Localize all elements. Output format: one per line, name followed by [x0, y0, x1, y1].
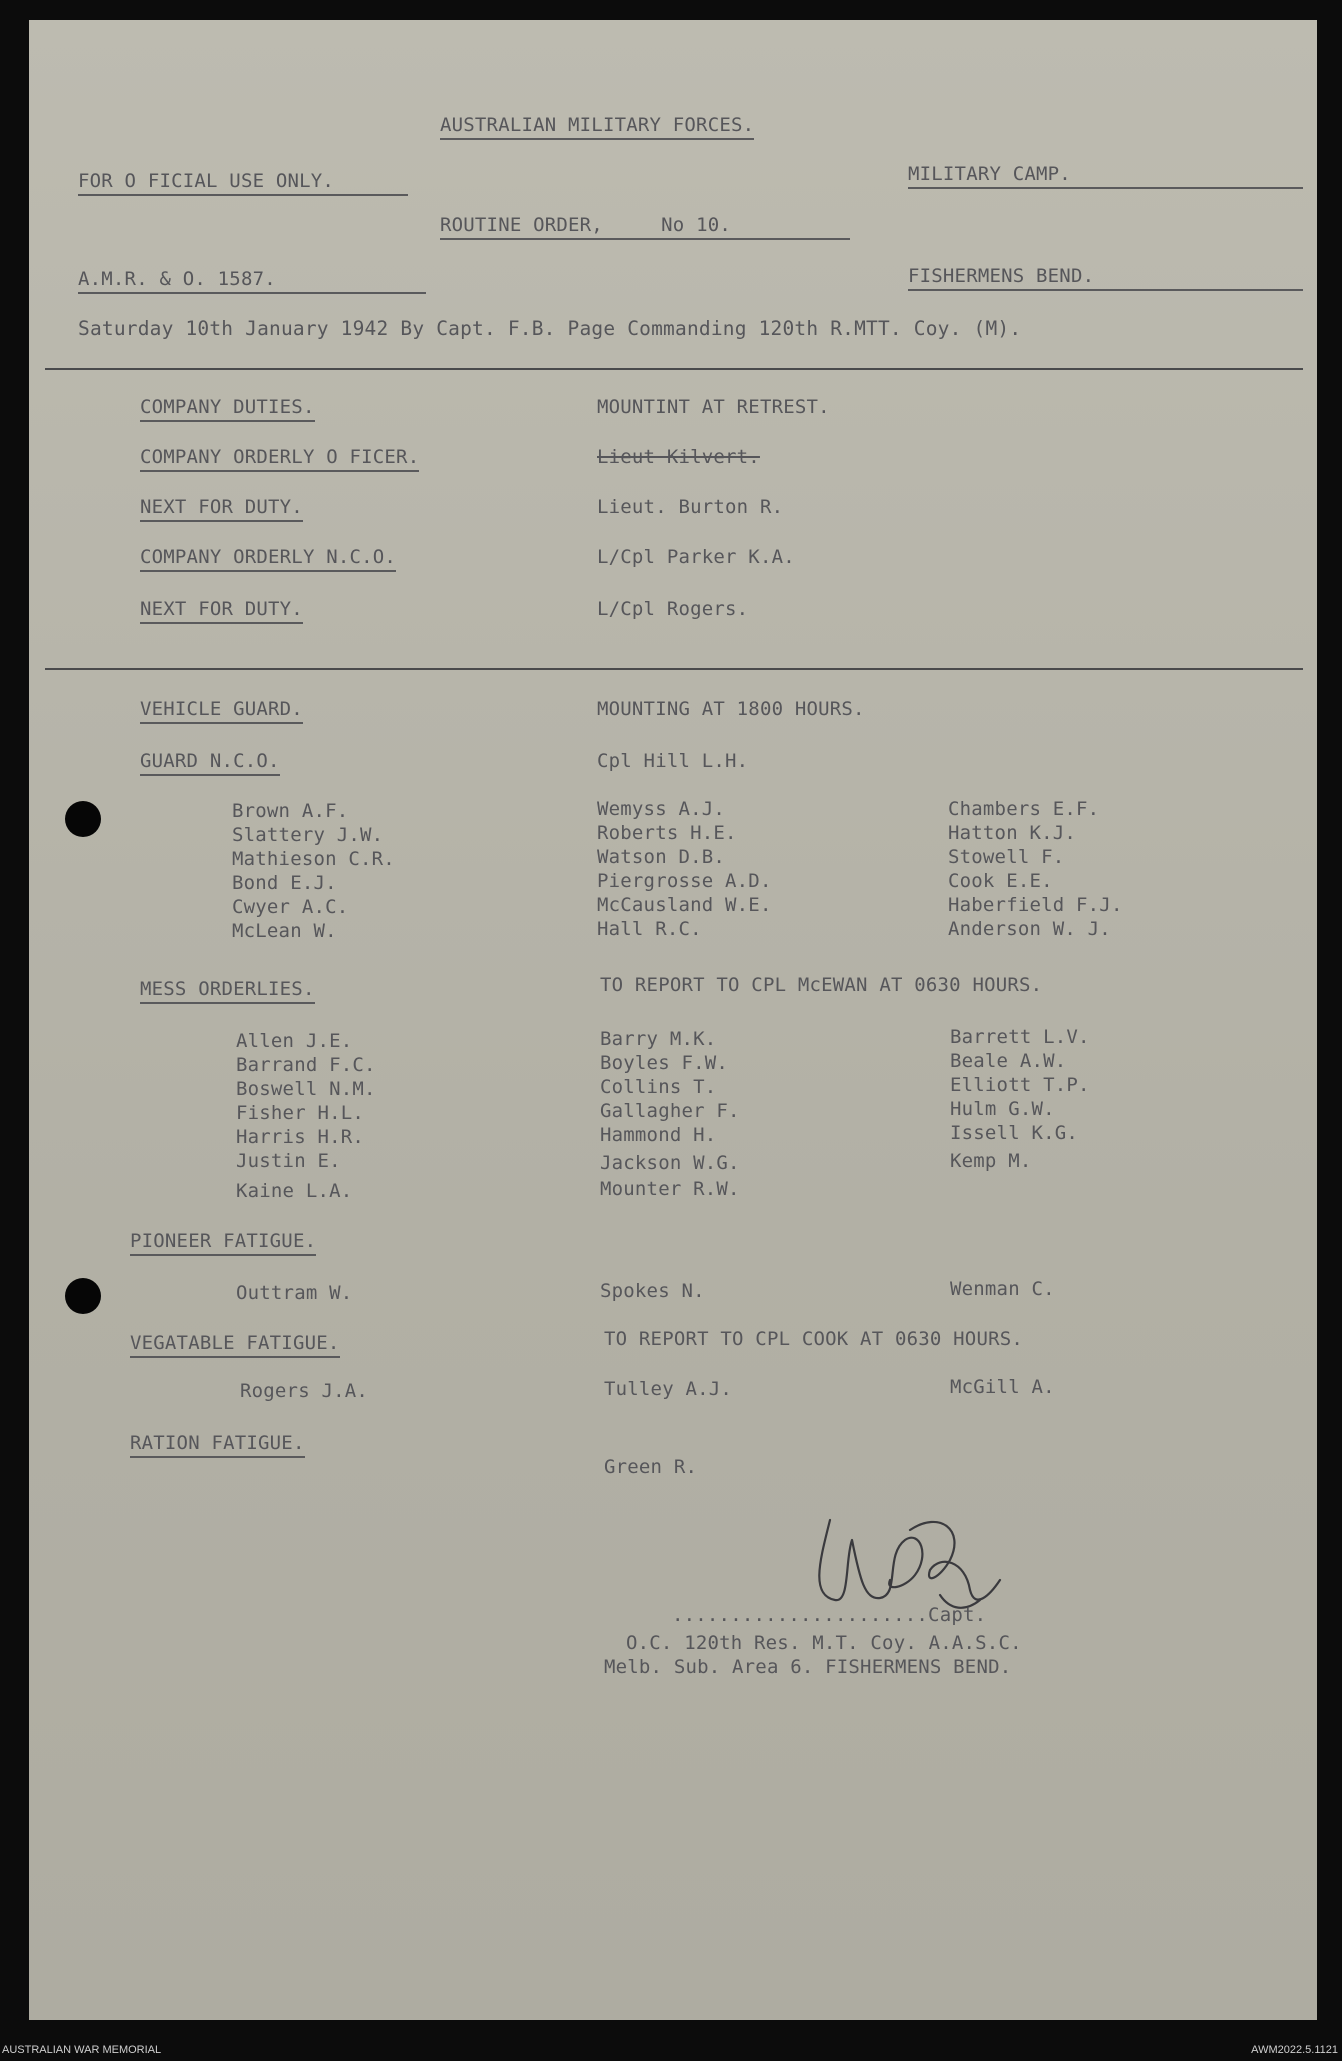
guard-name: Hall R.C.	[597, 918, 702, 940]
mess-name: Hulm G.W.	[950, 1098, 1055, 1120]
divider-2	[45, 668, 1303, 670]
duty-value-2: Lieut. Burton R.	[597, 496, 784, 518]
duty-label-4: NEXT FOR DUTY.	[140, 598, 303, 624]
mess-name: Barrand F.C.	[236, 1054, 376, 1076]
mess-name: Boyles F.W.	[600, 1052, 729, 1074]
guard-name: Watson D.B.	[597, 846, 726, 868]
guard-name: Cook E.E.	[948, 870, 1053, 892]
guard-name: Slattery J.W.	[232, 824, 384, 846]
guard-name: Chambers E.F.	[948, 798, 1100, 820]
mess-name: Hammond H.	[600, 1124, 717, 1146]
duty-value-1: Lieut Kilvert.	[597, 446, 760, 468]
mess-name: Jackson W.G.	[600, 1152, 740, 1174]
guard-name: Piergrosse A.D.	[597, 870, 772, 892]
mess-name: Barry M.K.	[600, 1028, 717, 1050]
mess-orderlies-heading: MESS ORDERLIES.	[140, 978, 315, 1004]
punch-hole-top	[65, 801, 101, 837]
mess-orderlies-value: TO REPORT TO CPL McEWAN AT 0630 HOURS.	[600, 974, 1043, 996]
vegatable-name: McGill A.	[950, 1376, 1055, 1398]
duty-label-2: NEXT FOR DUTY.	[140, 496, 303, 522]
vegatable-name: Rogers J.A.	[240, 1380, 369, 1402]
guard-name: Roberts H.E.	[597, 822, 737, 844]
mess-name: Barrett L.V.	[950, 1026, 1090, 1048]
guard-name: McCausland W.E.	[597, 894, 772, 916]
amr-reference: A.M.R. & O. 1587.	[78, 268, 426, 294]
signature-line-1: O.C. 120th Res. M.T. Coy. A.A.S.C.	[626, 1632, 1022, 1654]
vegatable-fatigue-heading: VEGATABLE FATIGUE.	[130, 1332, 340, 1358]
guard-name: Brown A.F.	[232, 800, 349, 822]
mess-name: Boswell N.M.	[236, 1078, 376, 1100]
duty-label-1: COMPANY ORDERLY O FICER.	[140, 446, 419, 472]
divider-1	[45, 368, 1303, 370]
duty-label-3: COMPANY ORDERLY N.C.O.	[140, 546, 396, 572]
routine-order-label: ROUTINE ORDER, No 10.	[440, 214, 850, 240]
mess-name: Issell K.G.	[950, 1122, 1079, 1144]
guard-name: Wemyss A.J.	[597, 798, 726, 820]
location-label: FISHERMENS BEND.	[908, 265, 1303, 291]
mess-name: Harris H.R.	[236, 1126, 365, 1148]
guard-name: Stowell F.	[948, 846, 1065, 868]
document-title: AUSTRALIAN MILITARY FORCES.	[440, 114, 754, 140]
company-duties-value: MOUNTINT AT RETREST.	[597, 396, 830, 418]
mess-name: Justin E.	[236, 1150, 341, 1172]
mess-name: Gallagher F.	[600, 1100, 740, 1122]
guard-nco-label: GUARD N.C.O.	[140, 750, 280, 776]
guard-name: Cwyer A.C.	[232, 896, 349, 918]
mess-name: Fisher H.L.	[236, 1102, 365, 1124]
footer-source: AUSTRALIAN WAR MEMORIAL	[2, 2044, 162, 2056]
mess-name: Allen J.E.	[236, 1030, 353, 1052]
vehicle-guard-heading: VEHICLE GUARD.	[140, 698, 303, 724]
mess-name: Collins T.	[600, 1076, 717, 1098]
guard-name: McLean W.	[232, 920, 337, 942]
camp-label: MILITARY CAMP.	[908, 163, 1303, 189]
official-use-label: FOR O FICIAL USE ONLY.	[78, 170, 408, 196]
guard-name: Bond E.J.	[232, 872, 337, 894]
vehicle-guard-value: MOUNTING AT 1800 HOURS.	[597, 698, 865, 720]
vegatable-fatigue-value: TO REPORT TO CPL COOK AT 0630 HOURS.	[604, 1328, 1024, 1350]
company-duties-heading: COMPANY DUTIES.	[140, 396, 315, 422]
pioneer-name: Spokes N.	[600, 1280, 705, 1302]
mess-name: Mounter R.W.	[600, 1178, 740, 1200]
duty-value-4: L/Cpl Rogers.	[597, 598, 749, 620]
punch-hole-bottom	[65, 1278, 101, 1314]
pioneer-fatigue-heading: PIONEER FATIGUE.	[130, 1230, 316, 1256]
mess-name: Kemp M.	[950, 1150, 1032, 1172]
mess-name: Elliott T.P.	[950, 1074, 1090, 1096]
guard-name: Haberfield F.J.	[948, 894, 1123, 916]
signature-line-2: Melb. Sub. Area 6. FISHERMENS BEND.	[604, 1656, 1012, 1678]
date-line: Saturday 10th January 1942 By Capt. F.B. Page Commanding 120th R.MTT. Coy. (M).	[78, 317, 1022, 340]
signature-dots-line: ......................Capt.	[672, 1604, 987, 1626]
ration-name: Green R.	[604, 1456, 698, 1478]
mess-name: Kaine L.A.	[236, 1180, 353, 1202]
pioneer-name: Outtram W.	[236, 1282, 353, 1304]
guard-name: Anderson W. J.	[948, 918, 1111, 940]
pioneer-name: Wenman C.	[950, 1278, 1055, 1300]
guard-name: Mathieson C.R.	[232, 848, 395, 870]
guard-name: Hatton K.J.	[948, 822, 1077, 844]
ration-fatigue-heading: RATION FATIGUE.	[130, 1432, 305, 1458]
duty-value-3: L/Cpl Parker K.A.	[597, 546, 795, 568]
footer-reference: AWM2022.5.1121	[1251, 2044, 1338, 2056]
vegatable-name: Tulley A.J.	[604, 1378, 733, 1400]
guard-nco-value: Cpl Hill L.H.	[597, 750, 749, 772]
mess-name: Beale A.W.	[950, 1050, 1067, 1072]
